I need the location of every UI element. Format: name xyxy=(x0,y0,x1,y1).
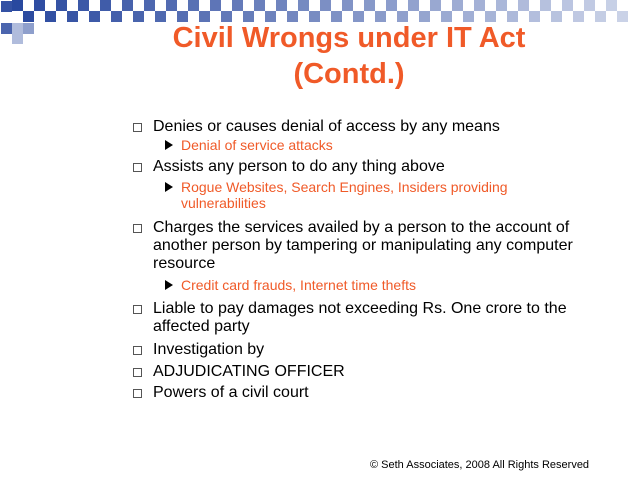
square-bullet-icon xyxy=(133,224,142,233)
sub-bullet-item xyxy=(181,179,581,211)
bullet-line: Liable to pay damages not exceeding Rs. One crore to the xyxy=(153,300,567,317)
square-bullet-icon xyxy=(133,389,142,398)
bullet-line: Charges the services availed by a person to the account of xyxy=(153,219,570,236)
bullet-line: resource xyxy=(153,255,216,272)
bullet-line: another person by tampering or manipulating any computer xyxy=(153,237,573,254)
square-bullet-icon xyxy=(133,123,142,132)
sub-bullet-item: Credit card frauds, Internet time thefts xyxy=(181,277,416,293)
bullet-item: Powers of a civil court xyxy=(153,384,309,401)
bullet-item: ADJUDICATING OFFICER xyxy=(153,363,345,380)
bullet-item xyxy=(153,300,613,336)
footer-copyright: © Seth Associates, 2008 All Rights Reserved xyxy=(370,459,590,471)
bullet-item xyxy=(153,219,613,273)
bullet-item: Investigation by xyxy=(153,341,265,358)
arrow-bullet-icon xyxy=(165,140,173,150)
title-line-1: Civil Wrongs under IT Act xyxy=(172,22,526,54)
square-bullet-icon xyxy=(133,163,142,172)
sub-bullet-line: vulnerabilities xyxy=(181,195,266,211)
square-bullet-icon xyxy=(133,305,142,314)
arrow-bullet-icon xyxy=(165,182,173,192)
sub-bullet-line: Rogue Websites, Search Engines, Insiders providing xyxy=(181,179,508,195)
bullet-line: affected party xyxy=(153,318,250,335)
square-bullet-icon xyxy=(133,368,142,377)
bullet-item: Assists any person to do any thing above xyxy=(153,158,445,175)
arrow-bullet-icon xyxy=(165,280,173,290)
square-bullet-icon xyxy=(133,346,142,355)
sub-bullet-item: Denial of service attacks xyxy=(181,137,333,153)
title-line-2: (Contd.) xyxy=(293,58,405,90)
bullet-item: Denies or causes denial of access by any means xyxy=(153,118,500,135)
